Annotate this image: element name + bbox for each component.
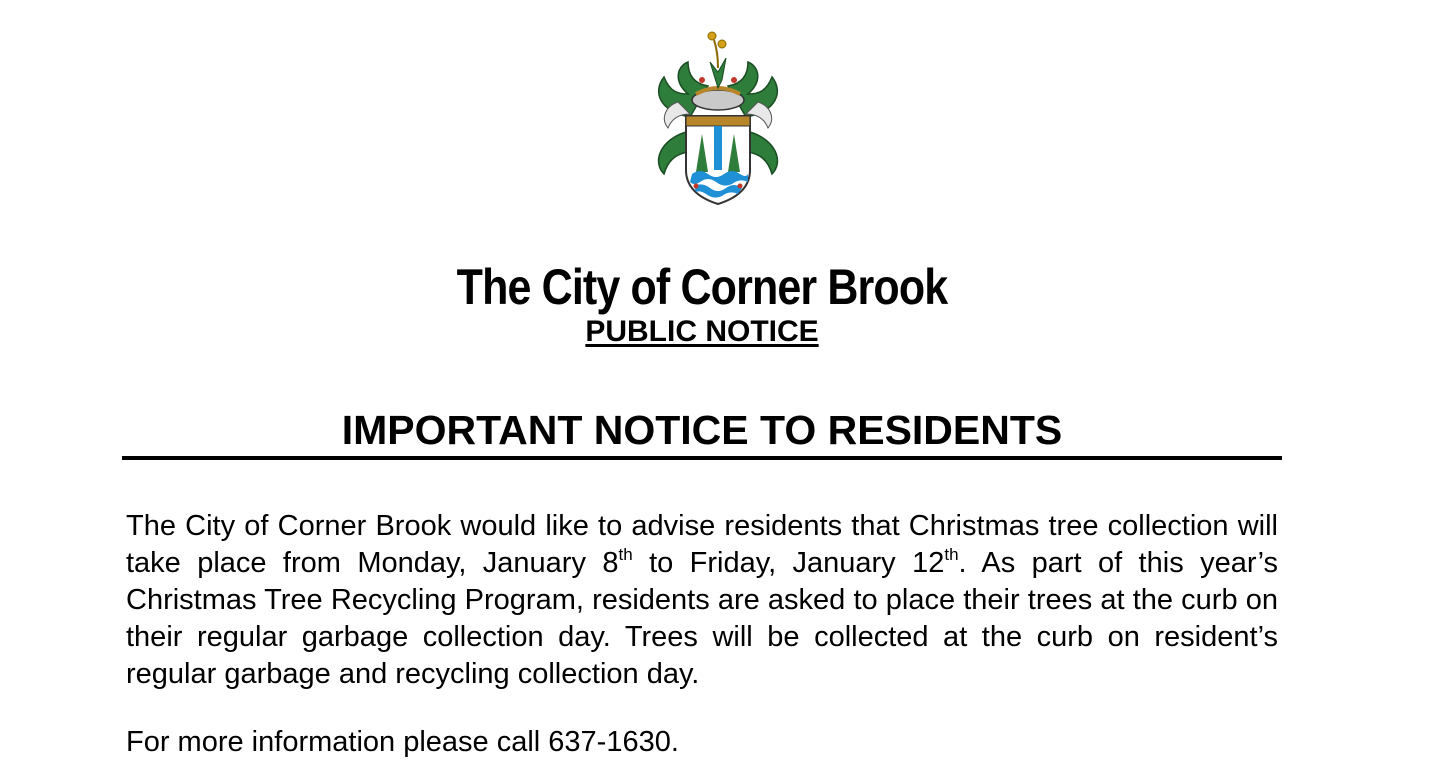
notice-paragraph-part1: The City of Corner Brook would like to advise residents that Christmas tree collection will take place from Monday, January 8: [126, 510, 1278, 579]
ordinal-suffix-2: th: [944, 545, 959, 564]
notice-heading: IMPORTANT NOTICE TO RESIDENTS: [341, 407, 1063, 453]
heading-divider: [122, 456, 1282, 460]
contact-info: For more information please call 637-1630.: [126, 726, 679, 758]
notice-paragraph-part2: to Friday, January 12: [632, 547, 945, 579]
city-title: The City of Corner Brook: [456, 259, 948, 315]
ordinal-suffix-1: th: [618, 545, 633, 564]
notice-paragraph: [126, 508, 1278, 693]
notice-paragraph-part3: . As part of this year’s Christmas Tree Recycling Program, residents are asked to place their trees at the curb on their regular garbage collection day. Trees will be collected at the curb on resident’s regular garbage and recycling collection day.: [126, 547, 1278, 690]
public-notice-label: PUBLIC NOTICE: [585, 315, 819, 348]
city-crest-icon: [630, 22, 806, 212]
